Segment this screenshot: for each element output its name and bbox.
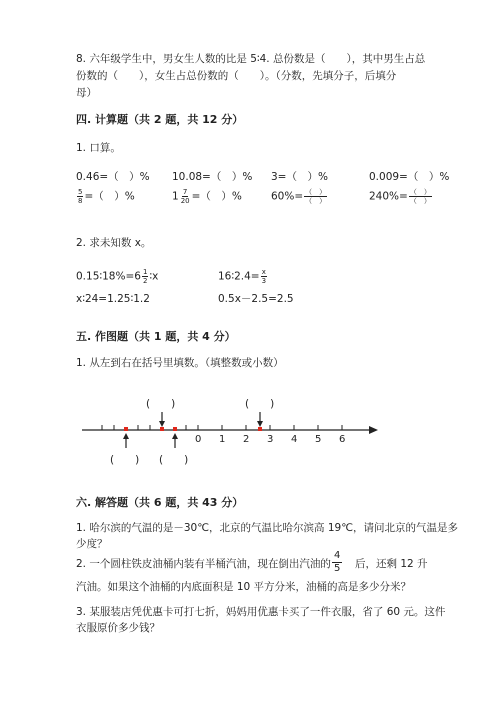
problem-1-line-2: 少度？ [76,538,108,550]
tick-label-3: 3 [267,434,274,445]
axis-arrow-head [369,426,378,434]
point-marker [173,427,177,431]
problem-2-line-1-pre: 2. 一个圆柱铁皮油桶内装有半桶汽油，现在倒出汽油的 [76,558,331,570]
answer-blank-below[interactable]: ( ) [110,454,140,466]
point-marker [124,427,128,431]
point-marker [160,427,164,431]
tick-label-2: 2 [243,434,250,445]
up-arrow-icon [172,433,178,439]
q8-line-1: 8. 六年级学生中，男女生人数的比是 5∶4. 总份数是（ ），其中男生占总 [76,53,426,65]
section-4-title: 四. 计算题（共 2 题，共 12 分） [76,113,244,126]
solve-x-label: 2. 求未知数 x。 [76,237,152,249]
number-line-instruction: 1. 从左到右在括号里填数。（填整数或小数） [76,357,284,369]
q8-line-2: 份数的（ ），女生占总份数的（ ）。（分数，先填分子，后填分 [76,70,397,82]
oral-item-c: 3=（ ）% [271,171,328,183]
section-5-title: 五. 作图题（共 1 题，共 4 分） [76,330,236,343]
equation-d: 0.5x－2.5=2.5 [218,293,294,305]
fraction-7-20: $\frac{7}{20}$ [180,188,190,205]
down-arrow-icon [159,421,165,427]
answer-blank-above[interactable]: ( ) [146,398,176,410]
oral-item-b: 10.08=（ ）% [172,171,253,183]
tick-label-0: 0 [195,434,202,445]
fraction-1-2: $\frac{1}{2}$ [142,268,148,285]
tick-label-6: 6 [339,434,346,445]
oral-item-h: 240%= $\frac{( )}{( )}$ [369,188,431,205]
equation-b: 16∶2.4= $\frac{x}{3}$ [218,268,267,285]
oral-item-f: 1 $\frac{7}{20}$ =（ ）% [172,188,242,205]
equation-a: 0.15∶18%=6 $\frac{1}{2}$ ∶x [76,268,159,285]
answer-blank-below[interactable]: ( ) [159,454,189,466]
tick-label-5: 5 [315,434,322,445]
oral-item-a: 0.46=（ ）% [76,171,150,183]
oral-calc-label: 1. 口算。 [76,142,121,154]
fraction-5-8: $\frac{5}{8}$ [78,188,83,205]
answer-blank-above[interactable]: ( ) [245,398,275,410]
problem-2-line-1-post: 后，还剩 12 升 [355,558,428,570]
problem-3-line-2: 衣服原价多少钱？ [76,622,160,634]
fraction-4-5: $\frac{4}{5}$ [334,550,341,574]
up-arrow-icon [123,433,129,439]
down-arrow-icon [257,421,263,427]
equation-c: x∶24=1.25∶1.2 [76,293,150,305]
problem-2-line-2: 汽油。如果这个油桶的内底面积是 10 平方分米，油桶的高是多少分米？ [76,581,412,593]
problem-3-line-1: 3. 某服装店凭优惠卡可打七折，妈妈用优惠卡买了一件衣服，省了 60 元。这件 [76,606,446,618]
blank-fraction: $\frac{( )}{( )}$ [305,188,327,205]
oral-item-g: 60%= $\frac{( )}{( )}$ [271,188,327,205]
oral-item-d: 0.009=（ ）% [369,171,450,183]
blank-fraction: $\frac{( )}{( )}$ [409,188,431,205]
point-marker [258,427,262,431]
oral-item-e: $\frac{5}{8}$ =（ ）% [78,188,135,205]
tick-label-4: 4 [291,434,298,445]
tick-label-1: 1 [219,434,226,445]
q8-line-3: 母） [76,87,97,99]
section-6-title: 六. 解答题（共 6 题，共 43 分） [76,496,244,509]
problem-1-line-1: 1. 哈尔滨的气温的是－30℃，北京的气温比哈尔滨高 19℃，请问北京的气温是多 [76,522,458,534]
fraction-x-3: $\frac{x}{3}$ [261,268,267,285]
